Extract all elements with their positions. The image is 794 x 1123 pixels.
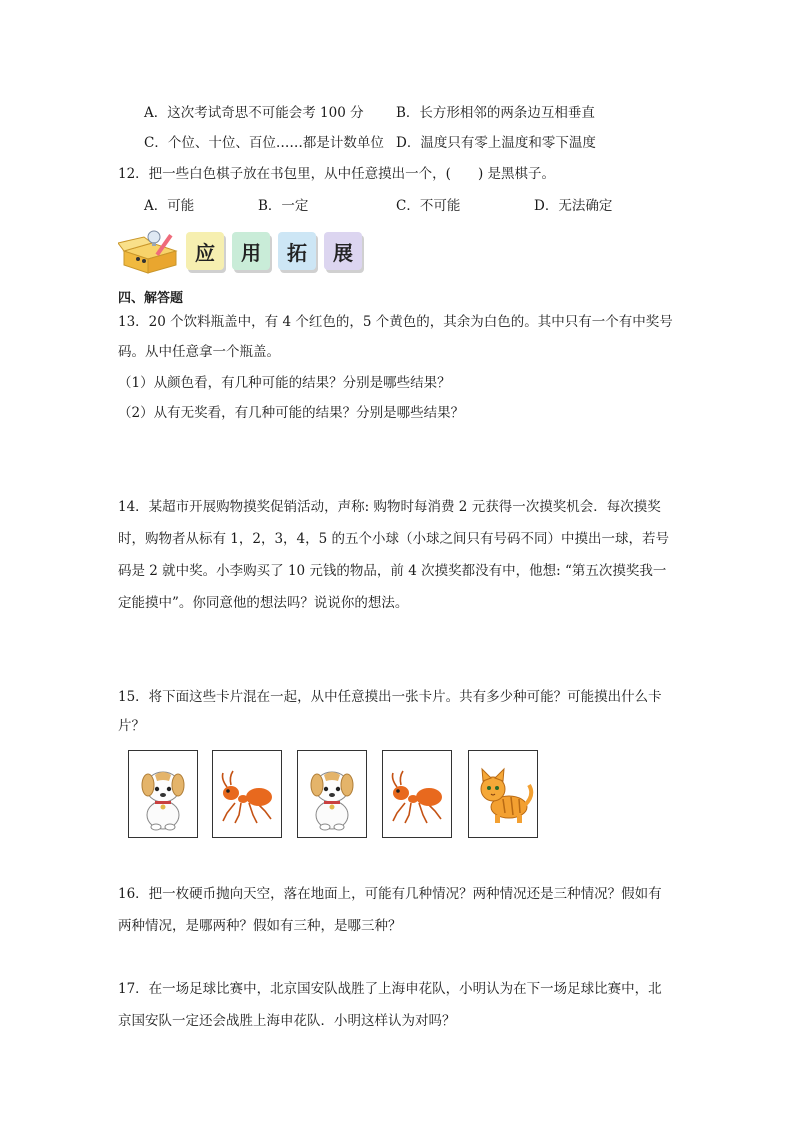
q12-option-c: C．不可能	[396, 198, 461, 214]
q14-line-4: 定能摸中”。你同意他的想法吗？说说你的想法。	[118, 595, 409, 611]
banner-tile-1: 应	[186, 232, 224, 270]
card-row	[128, 750, 548, 840]
q16-line-2: 两种情况，是哪两种？假如有三种，是哪三种？	[118, 918, 402, 934]
q13-sub-2: （2）从有无奖看，有几种可能的结果？分别是哪些结果？	[118, 405, 465, 421]
q15-line-2: 片？	[118, 718, 145, 734]
q17-line-1: 17．在一场足球比赛中，北京国安队战胜了上海申花队，小明认为在下一场足球比赛中，北	[118, 981, 662, 997]
q17-line-2: 京国安队一定还会战胜上海申花队．小明这样认为对吗？	[118, 1013, 456, 1029]
card-ant-2	[382, 750, 452, 838]
q16-line-1: 16．把一枚硬币抛向天空，落在地面上，可能有几种情况？两种情况还是三种情况？假如有	[118, 886, 662, 902]
q11-option-c: C．个位、十位、百位……都是计数单位	[144, 135, 384, 151]
banner-tile-2: 用	[232, 232, 270, 270]
q14-line-3: 码是 2 就中奖。小李购买了 10 元钱的物品，前 4 次摸奖都没有中，他想: “第五次摸奖我一	[118, 563, 667, 579]
q15-line-1: 15．将下面这些卡片混在一起，从中任意摸出一张卡片。共有多少种可能？可能摸出什么卡	[118, 689, 662, 705]
q13-line-1: 13．20 个饮料瓶盖中，有 4 个红色的，5 个黄色的，其余为白色的。其中只有一个有中奖号	[118, 314, 673, 330]
section-title: 四、解答题	[118, 291, 184, 306]
dog-icon	[129, 751, 197, 837]
banner-tile-3: 拓	[278, 232, 316, 270]
card-dog-1	[128, 750, 198, 838]
dog-icon	[298, 751, 366, 837]
q11-option-b: B．长方形相邻的两条边互相垂直	[396, 105, 595, 121]
box-mascot-icon	[118, 229, 184, 275]
ant-icon	[383, 751, 451, 837]
q11-option-d: D．温度只有零上温度和零下温度	[396, 135, 596, 151]
q11-option-a: A．这次考试奇思不可能会考 100 分	[144, 105, 364, 121]
card-dog-2	[297, 750, 367, 838]
q13-line-2: 码。从中任意拿一个瓶盖。	[118, 344, 280, 360]
q12-stem: 12．把一些白色棋子放在书包里，从中任意摸出一个，( ) 是黑棋子。	[118, 166, 556, 182]
cat-icon	[469, 751, 537, 837]
ant-icon	[213, 751, 281, 837]
application-banner	[118, 229, 378, 275]
q12-option-d: D．无法确定	[534, 198, 613, 214]
banner-tile-4: 展	[324, 232, 362, 270]
q12-option-b: B．一定	[258, 198, 309, 214]
q14-line-2: 时，购物者从标有 1，2，3，4，5 的五个小球（小球之间只有号码不同）中摸出一球，若号	[118, 531, 670, 547]
q14-line-1: 14．某超市开展购物摸奖促销活动，声称: 购物时每消费 2 元获得一次摸奖机会．每次摸奖	[118, 499, 661, 515]
card-cat	[468, 750, 538, 838]
q13-sub-1: （1）从颜色看，有几种可能的结果？分别是哪些结果？	[118, 375, 451, 391]
q12-option-a: A．可能	[144, 198, 195, 214]
card-ant-1	[212, 750, 282, 838]
